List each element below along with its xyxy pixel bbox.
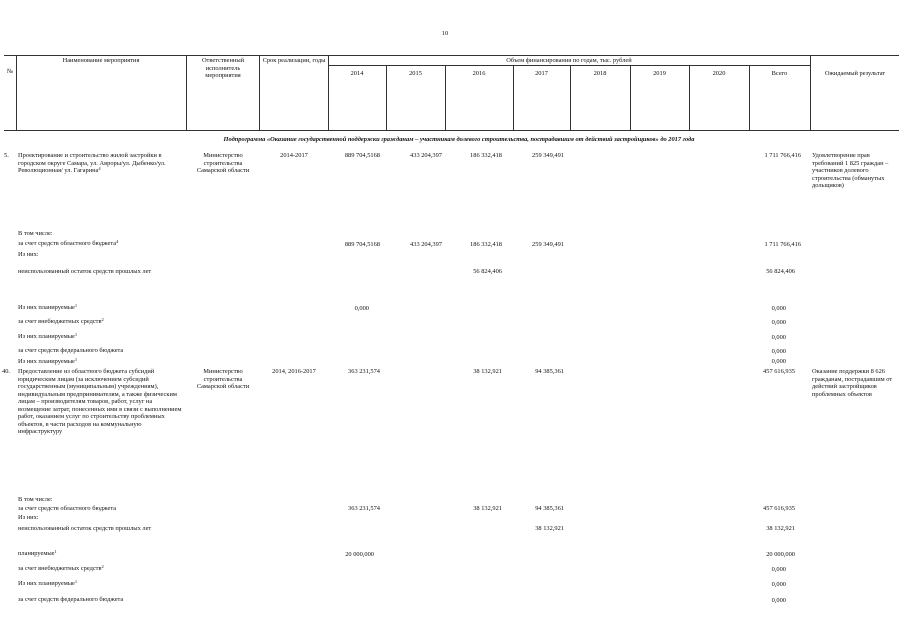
row40-unused-total: 38 132,921 bbox=[766, 525, 795, 532]
row40-regional-2016: 38 132,921 bbox=[473, 505, 502, 512]
row5-planned1-total: 0,000 bbox=[771, 305, 786, 312]
row5-name: Проектирование и строительство жилой застройки в городском округе Самара, ул. Авроры/ул. Дыбенко/ул. Революционная/ ул. Гагарина$^4$ bbox=[18, 152, 166, 175]
row5-planned1-label: Из них планируемые$^1$ bbox=[18, 303, 78, 311]
row5-planned1-2014: 0,000 bbox=[354, 305, 369, 312]
header-year-2018: 2018 bbox=[593, 70, 607, 77]
row5-planned3-label: Из них планируемые$^1$ bbox=[18, 357, 78, 365]
header-year-2015: 2015 bbox=[409, 70, 422, 77]
header-responsible: Ответственный исполнитель мероприятия bbox=[201, 57, 245, 80]
row5-2015: 433 204,397 bbox=[410, 152, 442, 159]
row5-extra-label: за счет внебюджетных средств$^2$ bbox=[18, 317, 104, 325]
row40-regional-2017: 94 385,361 bbox=[535, 505, 564, 512]
row40-name: Предоставление из областного бюджета субсидий юридическим лицам (за исключением субсидий государственным (муниципальным) учреждениям), индивидуальным предпринимателям, а также физическим лицам – производителям товаров, работ, услуг на возмещение затрат, понесенных ими в связи с выполнением работ, оказанием услуг по строительству проблемных объектов, в части расходов на коммунальную инфраструктуру bbox=[18, 368, 182, 436]
row5-unused-total: 56 824,406 bbox=[766, 268, 795, 275]
header-term: Срок реализации, годы bbox=[262, 57, 326, 64]
row40-unused-label: неиспользованный остаток средств прошлых лет bbox=[18, 525, 152, 532]
row5-unused-label: неиспользованный остаток средств прошлых лет bbox=[18, 268, 152, 275]
row5-federal-total: 0,000 bbox=[771, 348, 786, 355]
row40-total: 457 616,935 bbox=[763, 368, 795, 375]
subprogram-title: Подпрограмма «Оказание государственной поддержки гражданам – участникам долевого строительства, пострадавшим от действий застройщиков» до 2017 года bbox=[223, 136, 695, 143]
row5-of-them-label: Из них: bbox=[18, 251, 39, 258]
row5-regional-total: 1 711 766,416 bbox=[764, 241, 801, 248]
header-year-2019: 2019 bbox=[653, 70, 666, 77]
row5-regional-2017: 259 349,491 bbox=[532, 241, 564, 248]
row40-regional-label: за счет средств областного бюджета bbox=[18, 505, 117, 512]
row40-federal-label: за счет средств федерального бюджета bbox=[18, 596, 124, 603]
row40-regional-2014: 363 231,574 bbox=[348, 505, 380, 512]
row5-federal-label: за счет средств федерального бюджета bbox=[18, 347, 124, 354]
row40-term: 2014, 2016-2017 bbox=[272, 368, 316, 375]
row5-incl-label: В том числе: bbox=[18, 230, 53, 237]
header-total: Всего bbox=[771, 70, 788, 77]
header-year-2017: 2017 bbox=[535, 70, 548, 77]
row5-2017: 259 349,491 bbox=[532, 152, 564, 159]
row40-planned-total: 20 000,000 bbox=[766, 551, 795, 558]
row5-extra-total: 0,000 bbox=[771, 319, 786, 326]
header-name: Наименование мероприятия bbox=[62, 57, 140, 64]
row40-federal-total: 0,000 bbox=[771, 597, 786, 604]
row5-regional-2015: 433 204,397 bbox=[410, 241, 442, 248]
row5-planned2-label: Из них планируемые$^1$ bbox=[18, 332, 78, 340]
row40-result: Оказание поддержки 8 626 гражданам, пострадавшим от действий застройщиков проблемных объектов bbox=[812, 368, 893, 398]
header-year-2014: 2014 bbox=[350, 70, 364, 77]
row40-regional-total: 457 616,935 bbox=[763, 505, 795, 512]
row5-result: Удовлетворение прав требований 1 825 граждан – участников долевого строительства (обманутых дольщиков) bbox=[812, 152, 889, 190]
row5-responsible: Министерство строительства Самарской области bbox=[196, 152, 250, 175]
row40-2014: 363 231,574 bbox=[348, 368, 380, 375]
header-result: Ожидаемый результат bbox=[824, 70, 886, 77]
row5-2014: 889 704,5168 bbox=[344, 152, 380, 159]
row5-regional-2016: 186 332,418 bbox=[470, 241, 502, 248]
row5-unused-2016: 56 824,406 bbox=[473, 268, 502, 275]
header-year-2016: 2016 bbox=[472, 70, 486, 77]
row40-2017: 94 385,361 bbox=[535, 368, 564, 375]
row40-planned2-total: 0,000 bbox=[771, 581, 786, 588]
header-funding: Объем финансирования по годам, тыс. рублей bbox=[506, 57, 632, 64]
row5-total: 1 711 766,416 bbox=[764, 152, 801, 159]
row40-planned2-label: Из них планируемые$^1$ bbox=[18, 579, 78, 587]
header-num: № bbox=[6, 68, 14, 75]
row40-responsible: Министерство строительства Самарской области bbox=[196, 368, 250, 391]
row5-planned2-total: 0,000 bbox=[771, 334, 786, 341]
row40-2016: 38 132,921 bbox=[473, 368, 502, 375]
row5-regional-label: за счет средств областного бюджета$^4$ bbox=[18, 239, 119, 247]
row40-extra-total: 0,000 bbox=[771, 566, 786, 573]
row40-planned-label: планируемые$^1$ bbox=[18, 549, 57, 557]
row5-planned3-total: 0,000 bbox=[771, 358, 786, 365]
row5-term: 2014-2017 bbox=[280, 152, 308, 159]
header-year-2020: 2020 bbox=[712, 70, 726, 77]
row40-of-them-label: Из них: bbox=[18, 514, 39, 521]
row40-unused-2017: 38 132,921 bbox=[535, 525, 564, 532]
row40-planned-2014: 20 000,000 bbox=[345, 551, 374, 558]
page-number: 10 bbox=[441, 30, 449, 37]
row5-2016: 186 332,418 bbox=[470, 152, 502, 159]
row5-regional-2014: 889 704,5168 bbox=[344, 241, 380, 248]
row40-extra-label: за счет внебюджетных средств$^2$ bbox=[18, 564, 104, 572]
row40-incl-label: В том числе: bbox=[18, 496, 53, 503]
row40-num: 40. bbox=[2, 368, 10, 375]
row5-num: 5. bbox=[4, 152, 9, 159]
